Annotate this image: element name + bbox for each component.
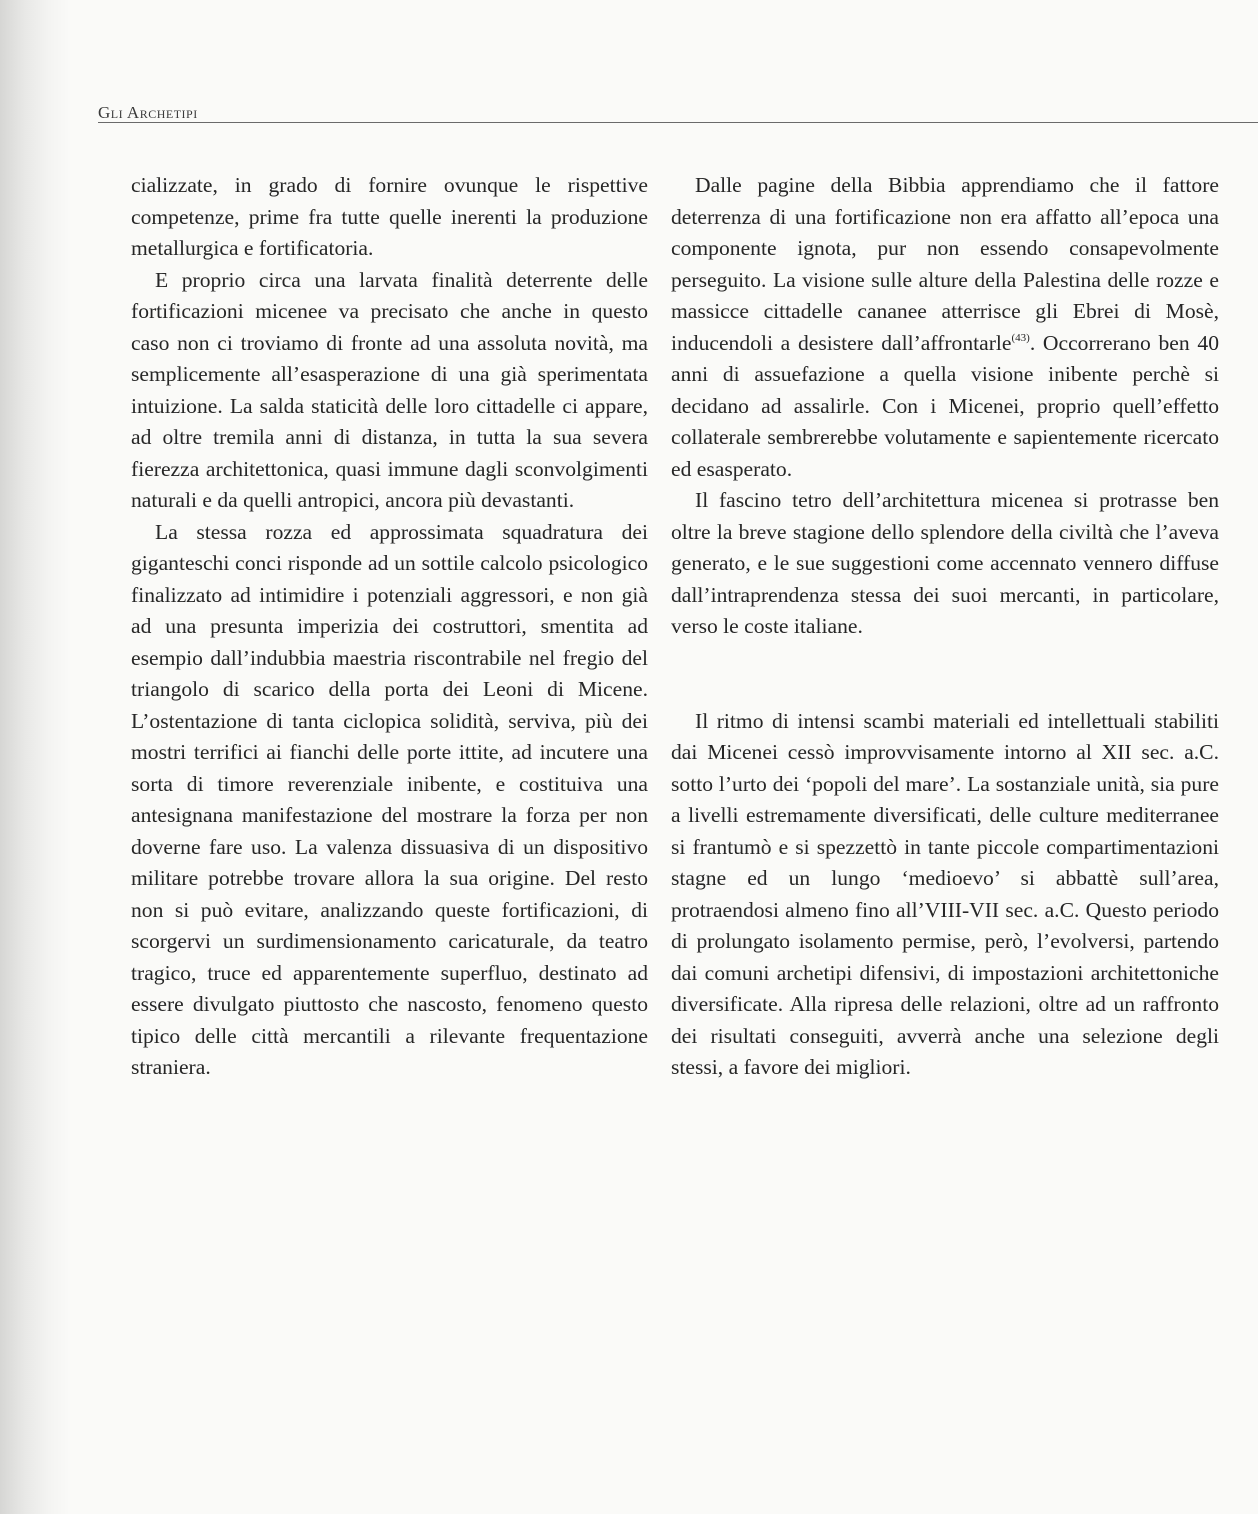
right-paragraph-1 xyxy=(671,170,1219,485)
header-rule xyxy=(98,122,1258,123)
left-paragraph-2: E proprio circa una larvata finalità deterrente delle fortificazioni micenee va precisato che anche in questo caso non ci troviamo di fronte ad una assoluta novità, ma semplicemente all’esasperazione di una già sperimentata intuizione. La salda staticità delle loro cittadelle ci appare, ad oltre tremila anni di distanza, in tutta la sua severa fierezza architettonica, quasi immune dagli sconvolgimenti naturali e da quelli antropici, ancora più devastanti. xyxy=(131,267,648,512)
right-paragraph-1-text-a: Dalle pagine della Bibbia apprendiamo che il fattore deterrenza di una fortificazione non era affatto all’epoca una componente ignota, pur non essendo consapevolmente perseguito. La visione sulle alture della Palestina delle rozze e massicce cittadelle cananee atterrisce gli Ebrei di Mosè, inducendoli a desistere dall’affrontarle xyxy=(671,173,1219,355)
right-column xyxy=(671,170,1219,1084)
left-paragraph-1: cializzate, in grado di fornire ovunque le rispettive competenze, prime fra tutte quelle inerenti la produzione metallurgica e fortificatoria. xyxy=(131,173,648,260)
footnote-reference: (43) xyxy=(1011,331,1030,344)
left-paragraph-3: La stessa rozza ed approssimata squadratura dei giganteschi conci risponde ad un sottile calcolo psicologico finalizzato ad intimidire i potenziali aggressori, e non già ad una presunta imperizia dei costruttori, smentita ad esempio dall’indubbia maestria riscontrabile nel fregio del triangolo di scarico della porta dei Leoni di Micene. L’ostentazione di tanta ciclopica solidità, serviva, più dei mostri terrifici ai fianchi delle porte ittite, ad incutere una sorta di timore reverenziale inibente, e costituiva una antesignana manifestazione del mostrare la forza per non doverne fare uso. La valenza dissuasiva di un dispositivo militare potrebbe trovare allora la sua origine. Del resto non si può evitare, analizzando queste fortificazioni, di scorgervi un surdimensionamento caricaturale, da teatro tragico, truce ed apparentemente superfluo, destinato ad essere divulgato piuttosto che nascosto, fenomeno questo tipico delle città mercantili a rilevante frequentazione straniera. xyxy=(131,519,648,1079)
left-column xyxy=(131,170,648,1084)
right-paragraph-1-text-b: . Occorrerano ben 40 anni di assuefazione a quella visione inibente perchè si decidano ad assalirle. Con i Micenei, proprio quell’effetto collaterale sembrerebbe volutamente e sapientemente ricercato ed esasperato. xyxy=(671,330,1219,481)
running-head: Gli Archetipi xyxy=(98,103,198,122)
page-gutter-shadow xyxy=(0,0,70,1514)
right-paragraph-2: Il fascino tetro dell’architettura micenea si protrasse ben oltre la breve stagione dello splendore della civiltà che l’aveva generato, e le sue suggestioni come accennato vennero diffuse dall’intraprendenza stessa dei suoi mercanti, in particolare, verso le coste italiane. xyxy=(671,488,1219,638)
right-paragraph-3: Il ritmo di intensi scambi materiali ed intellettuali stabiliti dai Micenei cessò improvvisamente intorno al XII sec. a.C. sotto l’urto dei ‘popoli del mare’. La sostanziale unità, sia pure a livelli estremamente diversificati, delle culture mediterranee si frantumò e si spezzettò in tante piccole compartimentazioni stagne ed un lungo ‘medioevo’ si abbattè sull’area, protraendosi almeno fino all’VIII-VII sec. a.C. Questo periodo di prolungato isolamento permise, però, l’evolversi, partendo dai comuni archetipi difensivi, di impostazioni architettoniche diversificate. Alla ripresa delle relazioni, oltre ad un raffronto dei risultati conseguiti, avverrà anche una selezione degli stessi, a favore dei migliori. xyxy=(671,708,1219,1079)
